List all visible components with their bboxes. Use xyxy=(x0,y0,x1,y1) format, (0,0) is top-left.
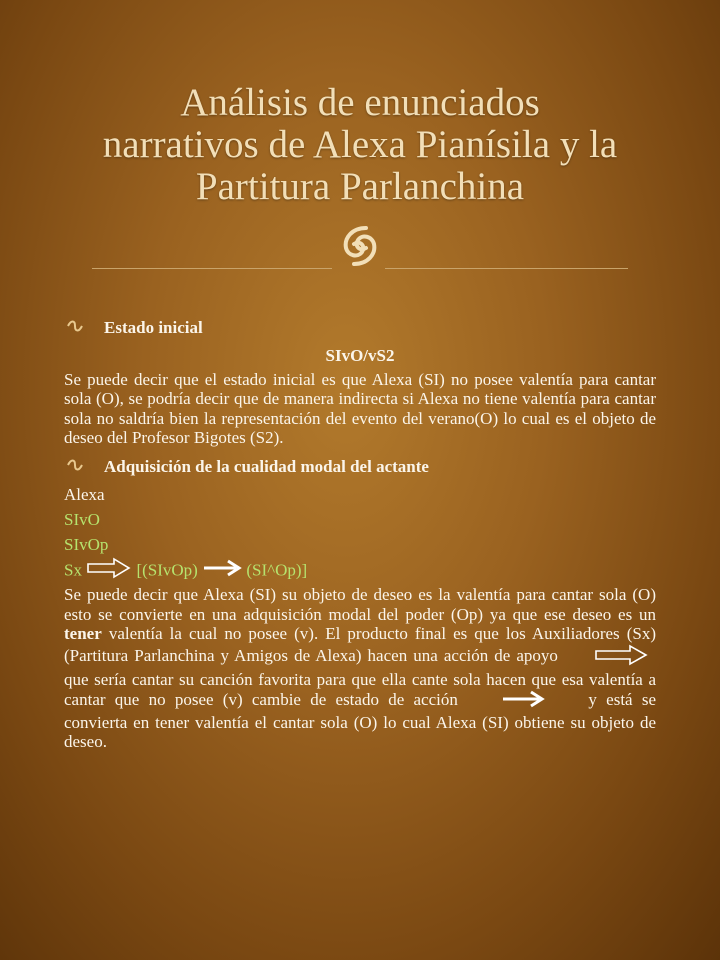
formula-part-2: (SI^Op)] xyxy=(246,560,308,580)
line-alexa: Alexa xyxy=(64,484,105,504)
slide-title xyxy=(40,82,680,208)
formula-part-1: [(SIvOp) xyxy=(136,560,198,580)
title-line-1: Análisis de enunciados xyxy=(180,81,540,124)
title-line-2: narrativos de Alexa Pianísila y la xyxy=(102,123,618,166)
formula-sx-label: Sx xyxy=(64,560,82,580)
adquisicion-text-1: Se puede decir que Alexa (SI) su objeto de deseo es la valentía para cantar sola (O) esto se convierte en una adquisición modal del poder (Op) ya que ese deseo es un xyxy=(64,584,656,624)
swirl-ornament-icon xyxy=(336,222,384,280)
divider-line-right xyxy=(385,268,628,269)
decorative-bullet-icon xyxy=(66,458,84,479)
formula-sx xyxy=(64,557,656,582)
line-sivop: SIvOp xyxy=(64,534,109,554)
adquisicion-text-3: que sería cantar su canción favorita para que ella cante sola hacen que esa valentía a cantar que no posee (v) cambie de estado de acción xyxy=(64,670,656,710)
estado-inicial-paragraph: Se puede decir que el estado inicial es que Alexa (SI) no posee valentía para cantar sola (O), se podría decir que de manera indirecta si Alexa no tiene valentía para cantar sola no saldría bien la representación del evento del verano(O) lo cual es el objeto de deseo del Profesor Bigotes (S2). xyxy=(64,369,656,448)
line-sivo: SIvO xyxy=(64,509,100,529)
decorative-bullet-icon xyxy=(66,319,84,340)
hollow-arrow-icon xyxy=(86,557,132,586)
bold-arrow-icon xyxy=(202,559,242,584)
adquisicion-heading: Adquisición de la cualidad modal del actante xyxy=(104,456,429,476)
hollow-arrow-icon xyxy=(594,644,650,671)
estado-inicial-heading: Estado inicial xyxy=(104,318,203,337)
slide-content xyxy=(64,318,656,752)
title-line-3: Partitura Parlanchina xyxy=(195,165,525,208)
section-heading-estado-inicial xyxy=(64,318,656,340)
adquisicion-paragraph xyxy=(64,585,656,752)
title-divider xyxy=(0,222,720,282)
formula-estado-inicial: SIvO/vS2 xyxy=(325,346,395,365)
section-heading-adquisicion xyxy=(64,457,656,479)
divider-line-left xyxy=(92,268,332,269)
adquisicion-text-2: valentía la cual no posee (v). El producto final es que los Auxiliadores (Sx) (Partitura Parlanchina y Amigos de Alexa) hacen una acción de apoyo xyxy=(64,624,656,665)
adquisicion-text-4: y está se convierta en tener valentía el cantar sola (O) lo cual Alexa (SI) obtiene su objeto de deseo. xyxy=(64,690,657,752)
adquisicion-bold-tener: tener xyxy=(64,624,102,644)
bold-arrow-icon xyxy=(501,690,545,713)
